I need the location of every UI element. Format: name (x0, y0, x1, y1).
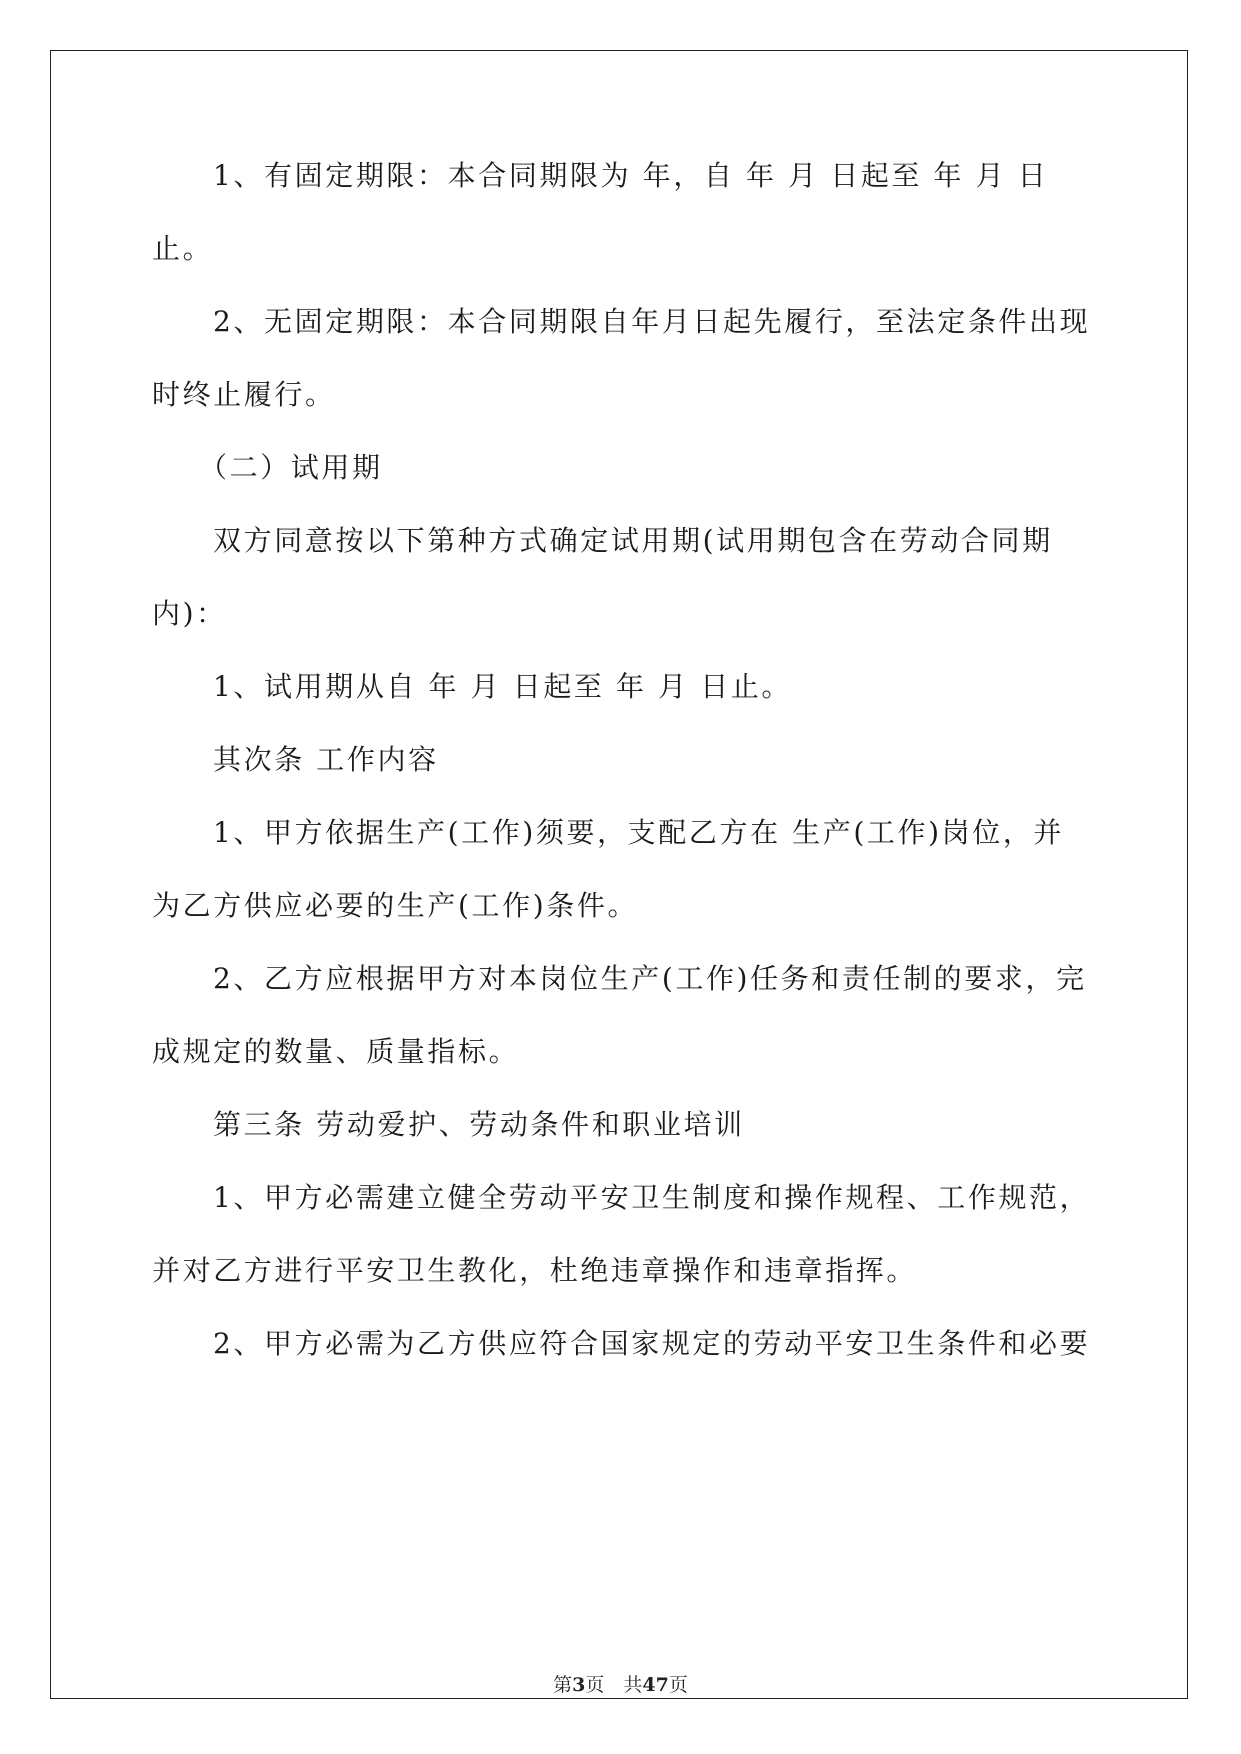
current-page-number: 3 (572, 1674, 586, 1696)
total-pages-number: 47 (642, 1674, 669, 1696)
text-line: 双方同意按以下第种方式确定试用期(试用期包含在劳动合同期 (213, 524, 1053, 557)
page-footer (0, 1674, 1241, 1696)
section-heading: （二）试用期 (199, 451, 383, 484)
footer-suffix: 页 (668, 1674, 688, 1696)
text-line: 时终止履行。 (152, 378, 336, 411)
footer-middle: 页 共 (585, 1674, 643, 1696)
footer-prefix: 第 (553, 1674, 573, 1696)
text-line: 1、甲方依据生产(工作)须要，支配乙方在 生产(工作)岗位，并 (213, 816, 1065, 849)
text-line: 成规定的数量、质量指标。 (152, 1035, 520, 1068)
text-line: 1、甲方必需建立健全劳动平安卫生制度和操作规程、工作规范， (213, 1181, 1091, 1214)
article-heading: 其次条 工作内容 (213, 743, 439, 776)
text-line: 并对乙方进行平安卫生教化，杜绝违章操作和违章指挥。 (152, 1254, 918, 1287)
text-line: 内)： (152, 597, 227, 630)
page-border (50, 50, 1188, 1699)
text-line: 1、有固定期限：本合同期限为 年，自 年 月 日起至 年 月 日 (213, 159, 1049, 192)
text-line: 1、试用期从自 年 月 日起至 年 月 日止。 (213, 670, 793, 703)
article-heading: 第三条 劳动爱护、劳动条件和职业培训 (213, 1108, 745, 1141)
text-line: 2、无固定期限：本合同期限自年月日起先履行，至法定条件出现 (213, 305, 1091, 338)
text-line: 为乙方供应必要的生产(工作)条件。 (152, 889, 639, 922)
text-line: 2、甲方必需为乙方供应符合国家规定的劳动平安卫生条件和必要 (213, 1327, 1091, 1360)
text-line: 2、乙方应根据甲方对本岗位生产(工作)任务和责任制的要求，完 (213, 962, 1087, 995)
text-line: 止。 (152, 232, 214, 265)
